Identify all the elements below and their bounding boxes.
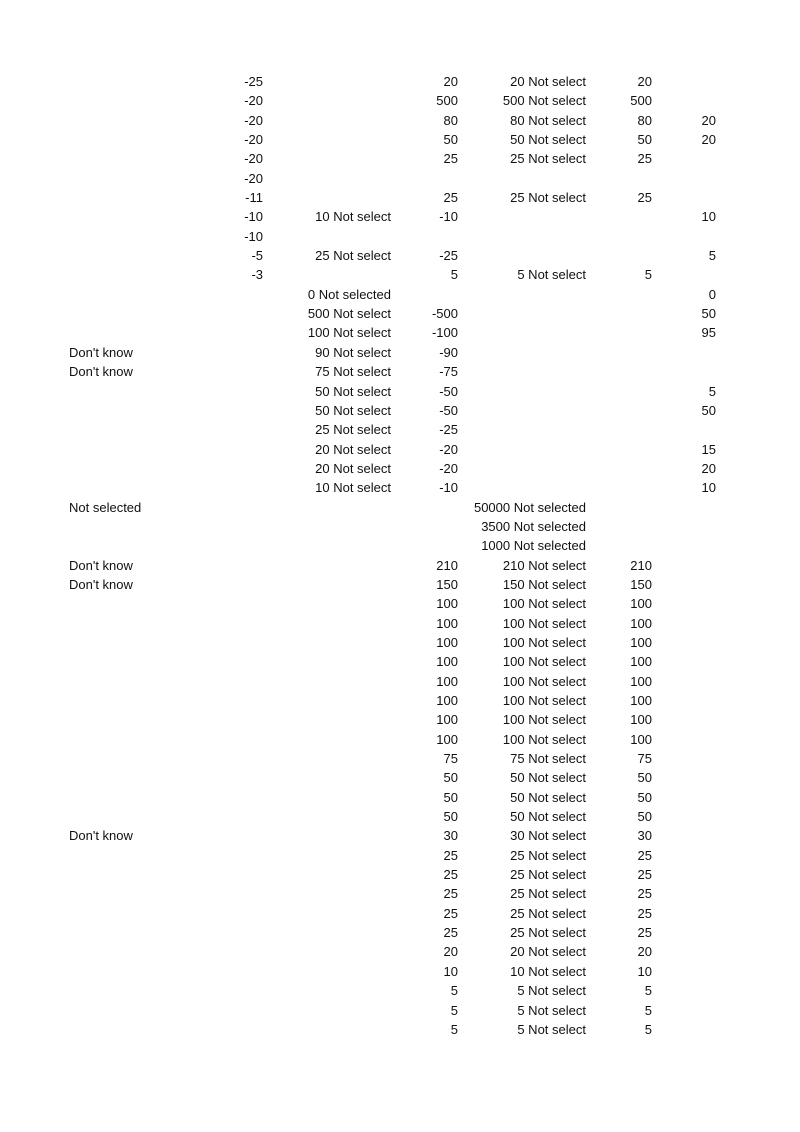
cell-col-f: 5: [644, 983, 652, 999]
cell-col-d: 100: [436, 615, 458, 631]
sheet-row: [0, 942, 800, 961]
cell-col-d: -10: [439, 480, 458, 496]
cell-col-g: 20: [701, 132, 716, 148]
cell-col-d: 25: [443, 847, 458, 863]
cell-col-f: 100: [630, 731, 652, 747]
cell-col-e: 50 Not select: [510, 789, 586, 805]
cell-col-c: 25 Not select: [315, 422, 391, 438]
cell-col-e: 25 Not select: [510, 905, 586, 921]
cell-col-b: -25: [244, 74, 263, 89]
cell-col-b: -20: [244, 112, 263, 128]
cell-col-f: 100: [630, 673, 652, 689]
sheet-row: [0, 111, 800, 130]
cell-col-a: Don't know: [69, 576, 133, 592]
cell-col-c: 90 Not select: [315, 344, 391, 360]
cell-col-b: -10: [244, 228, 263, 244]
cell-col-g: 15: [701, 441, 716, 457]
cell-col-d: -20: [439, 460, 458, 476]
cell-col-d: 5: [450, 1021, 458, 1037]
cell-col-d: 50: [443, 132, 458, 148]
cell-col-e: 150 Not select: [502, 576, 586, 592]
cell-col-d: 50: [443, 789, 458, 805]
cell-col-f: 50: [637, 132, 652, 148]
cell-col-f: 210: [630, 557, 652, 573]
sheet-row: [0, 188, 800, 207]
cell-col-e: 500 Not select: [502, 93, 586, 109]
cell-col-e: 100 Not select: [502, 654, 586, 670]
cell-col-d: 5: [450, 983, 458, 999]
cell-col-e: 30 Not select: [510, 828, 586, 844]
cell-col-f: 50: [637, 789, 652, 805]
cell-col-e: 210 Not select: [502, 557, 586, 573]
cell-col-d: 80: [443, 112, 458, 128]
cell-col-e: 25 Not select: [510, 886, 586, 902]
cell-col-e: 20 Not select: [510, 74, 586, 89]
cell-col-f: 20: [637, 74, 652, 89]
sheet-row: [0, 768, 800, 787]
sheet-row: [0, 981, 800, 1000]
cell-col-c: 10 Not select: [315, 480, 391, 496]
cell-col-d: 100: [436, 731, 458, 747]
sheet-row: [0, 285, 800, 304]
sheet-row: [0, 575, 800, 594]
sheet-row: [0, 710, 800, 729]
cell-col-d: 20: [443, 74, 458, 89]
cell-col-a: Don't know: [69, 557, 133, 573]
cell-col-e: 100 Not select: [502, 712, 586, 728]
sheet-row: [0, 517, 800, 536]
cell-col-d: 100: [436, 634, 458, 650]
cell-col-b: -20: [244, 132, 263, 148]
cell-col-g: 50: [701, 402, 716, 418]
cell-col-g: 5: [708, 248, 716, 264]
sheet-row: [0, 652, 800, 671]
cell-col-f: 50: [637, 809, 652, 825]
sheet-row: [0, 749, 800, 768]
sheet-row: [0, 807, 800, 826]
cell-col-d: -90: [439, 344, 458, 360]
cell-col-e: 3500 Not selected: [481, 518, 586, 534]
cell-col-c: 20 Not select: [315, 460, 391, 476]
sheet-row: [0, 382, 800, 401]
cell-col-f: 5: [644, 267, 652, 283]
sheet-grid: [0, 72, 800, 1039]
sheet-row: [0, 594, 800, 613]
cell-col-e: 50 Not select: [510, 132, 586, 148]
cell-col-f: 25: [637, 847, 652, 863]
sheet-row: [0, 730, 800, 749]
cell-col-b: -20: [244, 151, 263, 167]
sheet-row: [0, 362, 800, 381]
sheet-row: [0, 884, 800, 903]
cell-col-d: 500: [436, 93, 458, 109]
cell-col-f: 25: [637, 190, 652, 206]
cell-col-e: 5 Not select: [517, 267, 586, 283]
sheet-row: [0, 691, 800, 710]
sheet-row: [0, 169, 800, 188]
sheet-row: [0, 904, 800, 923]
cell-col-b: -10: [244, 209, 263, 225]
sheet-row: [0, 440, 800, 459]
cell-col-f: 150: [630, 576, 652, 592]
cell-col-e: 5 Not select: [517, 1021, 586, 1037]
sheet-row: [0, 323, 800, 342]
cell-col-d: 25: [443, 867, 458, 883]
cell-col-d: -75: [439, 364, 458, 380]
sheet-row: [0, 207, 800, 226]
cell-col-e: 100 Not select: [502, 693, 586, 708]
cell-col-e: 25 Not select: [510, 925, 586, 941]
cell-col-e: 5 Not select: [517, 983, 586, 999]
sheet-row: [0, 633, 800, 652]
cell-col-e: 20 Not select: [510, 944, 586, 960]
cell-col-e: 25 Not select: [510, 190, 586, 206]
cell-col-f: 10: [637, 963, 652, 979]
cell-col-f: 100: [630, 596, 652, 612]
sheet-row: [0, 149, 800, 168]
sheet-row: [0, 614, 800, 633]
cell-col-b: -5: [251, 248, 263, 264]
sheet-row: [0, 91, 800, 110]
cell-col-f: 25: [637, 867, 652, 883]
cell-col-c: 50 Not select: [315, 402, 391, 418]
sheet-row: [0, 72, 800, 91]
sheet-row: [0, 846, 800, 865]
cell-col-d: 210: [436, 557, 458, 573]
sheet-row: [0, 672, 800, 691]
cell-col-d: 30: [443, 828, 458, 844]
cell-col-d: 20: [443, 944, 458, 960]
sheet-row: [0, 420, 800, 439]
cell-col-d: 150: [436, 576, 458, 592]
cell-col-c: 50 Not select: [315, 383, 391, 399]
cell-col-f: 100: [630, 712, 652, 728]
cell-col-f: 100: [630, 654, 652, 670]
cell-col-f: 75: [637, 751, 652, 767]
sheet-row: [0, 498, 800, 517]
sheet-row: [0, 459, 800, 478]
cell-col-e: 25 Not select: [510, 847, 586, 863]
cell-col-d: -20: [439, 441, 458, 457]
cell-col-a: Not selected: [69, 499, 142, 515]
cell-col-g: 95: [701, 325, 716, 341]
sheet-row: [0, 923, 800, 942]
cell-col-e: 100 Not select: [502, 615, 586, 631]
cell-col-e: 50 Not select: [510, 770, 586, 786]
cell-col-c: 10 Not select: [315, 209, 391, 225]
cell-col-d: 100: [436, 673, 458, 689]
cell-col-e: 100 Not select: [502, 731, 586, 747]
cell-col-e: 25 Not select: [510, 867, 586, 883]
cell-col-d: 25: [443, 190, 458, 206]
cell-col-f: 5: [644, 1002, 652, 1018]
cell-col-d: -25: [439, 422, 458, 438]
cell-col-f: 25: [637, 925, 652, 941]
cell-col-g: 0: [708, 286, 716, 302]
cell-col-b: -3: [251, 267, 263, 283]
sheet-row: [0, 343, 800, 362]
cell-col-c: 500 Not select: [307, 306, 391, 322]
sheet-row: [0, 227, 800, 246]
sheet-row: [0, 1020, 800, 1039]
cell-col-d: 10: [443, 963, 458, 979]
cell-col-g: 10: [701, 209, 716, 225]
cell-col-f: 50: [637, 770, 652, 786]
cell-col-c: 25 Not select: [315, 248, 391, 264]
cell-col-d: -50: [439, 383, 458, 399]
sheet-row: [0, 478, 800, 497]
sheet-row: [0, 826, 800, 845]
cell-col-e: 50000 Not selected: [473, 499, 586, 515]
sheet-row: [0, 130, 800, 149]
cell-col-d: 5: [450, 1002, 458, 1018]
cell-col-d: 25: [443, 925, 458, 941]
cell-col-f: 500: [630, 93, 652, 109]
cell-col-d: 5: [450, 267, 458, 283]
sheet-row: [0, 246, 800, 265]
cell-col-f: 100: [630, 634, 652, 650]
cell-col-b: -20: [244, 170, 263, 186]
cell-col-e: 1000 Not selected: [481, 538, 586, 554]
sheet-row: [0, 962, 800, 981]
cell-col-d: 100: [436, 596, 458, 612]
cell-col-c: 20 Not select: [315, 441, 391, 457]
sheet-row: [0, 401, 800, 420]
sheet-row: [0, 556, 800, 575]
cell-col-f: 25: [637, 905, 652, 921]
cell-col-f: 25: [637, 886, 652, 902]
cell-col-b: -11: [245, 190, 263, 206]
cell-col-e: 10 Not select: [510, 963, 586, 979]
cell-col-d: 25: [443, 151, 458, 167]
cell-col-e: 80 Not select: [510, 112, 586, 128]
cell-col-g: 50: [701, 306, 716, 322]
cell-col-f: 100: [630, 615, 652, 631]
cell-col-d: 25: [443, 905, 458, 921]
cell-col-g: 10: [701, 480, 716, 496]
cell-col-f: 20: [637, 944, 652, 960]
cell-col-f: 100: [630, 693, 652, 708]
cell-col-f: 25: [637, 151, 652, 167]
cell-col-f: 30: [637, 828, 652, 844]
sheet-row: [0, 788, 800, 807]
cell-col-e: 100 Not select: [502, 596, 586, 612]
cell-col-a: Don't know: [69, 344, 133, 360]
cell-col-d: -500: [431, 306, 458, 322]
cell-col-d: -10: [439, 209, 458, 225]
cell-col-e: 100 Not select: [502, 634, 586, 650]
sheet-row: [0, 536, 800, 555]
cell-col-g: 20: [701, 112, 716, 128]
cell-col-c: 0 Not selected: [307, 286, 391, 302]
cell-col-d: 25: [443, 886, 458, 902]
cell-col-d: -25: [439, 248, 458, 264]
cell-col-g: 20: [701, 460, 716, 476]
cell-col-d: 100: [436, 654, 458, 670]
sheet-row: [0, 865, 800, 884]
cell-col-e: 5 Not select: [517, 1002, 586, 1018]
cell-col-c: 100 Not select: [307, 325, 391, 341]
cell-col-f: 80: [637, 112, 652, 128]
cell-col-a: Don't know: [69, 364, 133, 380]
cell-col-e: 75 Not select: [510, 751, 586, 767]
cell-col-e: 25 Not select: [510, 151, 586, 167]
cell-col-f: 5: [644, 1021, 652, 1037]
cell-col-e: 100 Not select: [502, 673, 586, 689]
cell-col-d: 75: [443, 751, 458, 767]
cell-col-d: -100: [431, 325, 458, 341]
sheet-row: [0, 304, 800, 323]
cell-col-g: 5: [708, 383, 716, 399]
cell-col-d: -50: [439, 402, 458, 418]
cell-col-a: Don't know: [69, 828, 133, 844]
cell-col-d: 50: [443, 809, 458, 825]
sheet-row: [0, 265, 800, 284]
sheet-row: [0, 1001, 800, 1020]
cell-col-c: 75 Not select: [315, 364, 391, 380]
cell-col-d: 100: [436, 693, 458, 708]
cell-col-d: 50: [443, 770, 458, 786]
cell-col-e: 50 Not select: [510, 809, 586, 825]
cell-col-d: 100: [436, 712, 458, 728]
cell-col-b: -20: [244, 93, 263, 109]
